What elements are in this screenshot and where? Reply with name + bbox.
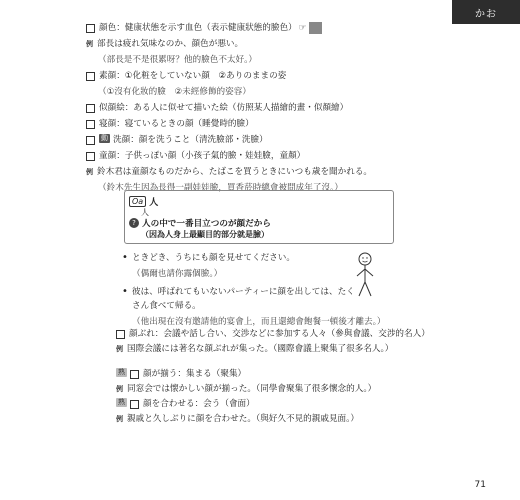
checkbox-icon — [130, 400, 139, 409]
etymology-translation: （因為人身上最顯目的部分就是臉） — [141, 230, 269, 239]
etymology-text: 人の中で一番目立つのが顔だから — [142, 219, 271, 229]
entry-list-bottom — [116, 328, 456, 428]
entry-sengan — [86, 134, 466, 146]
translation-text: （部長是不是很累呀？他的臉色不太好。） — [98, 55, 257, 65]
entry-text: 寝顔：寝ているときの顔（睡覺時的臉） — [99, 119, 254, 129]
checkbox-icon — [86, 104, 95, 113]
idiom-tag: 熟 — [118, 368, 125, 376]
usage-translation: （他出現在沒有邀請他的宴會上，而且還總會飽餐一頓後才離去。） — [132, 317, 386, 327]
entry-text: 似顔絵：ある人に似せて描いた絵（仿照某人描繪的畫・似顏繪） — [99, 103, 349, 113]
example-icon: 例 — [116, 385, 123, 393]
translation-text: （鈴木先生因為長得一副娃娃臉，買香菸時總會被問成年了沒。） — [98, 183, 343, 193]
entry-kaoiro — [86, 22, 466, 34]
usage-continuation: さん食べて帰る。 — [132, 301, 201, 311]
example-icon: 例 — [116, 415, 123, 423]
example-row — [86, 166, 466, 178]
headword: 人 — [149, 198, 159, 208]
example-text: 部長は疲れ気味なのか、顔色が悪い。 — [97, 39, 244, 49]
entry-text: 顔ぶれ：会議や話し合い、交渉などに参加する人々（參與會議、交涉的名人） — [129, 329, 430, 339]
bullet-icon: • — [122, 286, 128, 297]
section-tab: かお — [452, 0, 520, 24]
spacer — [116, 358, 456, 368]
entry-text: 顔が揃う：集まる（聚集） — [143, 369, 247, 379]
checkbox-icon — [86, 72, 95, 81]
example-icon: 例 — [86, 168, 93, 176]
entry-kaobure — [116, 328, 456, 340]
stick-figure-icon — [354, 252, 376, 298]
entry-dougan — [86, 150, 466, 162]
usage-text: 彼は、呼ばれてもいないパーティーに顔を出しては、たく — [132, 287, 355, 297]
example-row — [116, 413, 456, 425]
translation-row — [86, 86, 466, 98]
page-number: 71 — [474, 480, 486, 490]
idiom-tag: 熟 — [118, 398, 125, 406]
example-icon: 例 — [86, 40, 93, 48]
entry-text: 童顔：子供っぽい顔（小孩子氣的臉・娃娃臉，童顏） — [99, 151, 306, 161]
entry-text: 顔色：健康状態を示す血色（表示健康狀態的臉色） — [99, 23, 297, 33]
pos-tag: 動 — [101, 134, 108, 142]
checkbox-icon — [86, 152, 95, 161]
question-icon: ? — [129, 218, 139, 228]
entry-kaowoawaseru — [116, 398, 456, 410]
entry-text: 洗顔：顔を洗うこと（清洗臉部・洗臉） — [113, 135, 268, 145]
entry-nigaoe — [86, 102, 466, 114]
checkbox-icon — [130, 370, 139, 379]
ref-badge — [309, 22, 322, 34]
bullet-icon: • — [122, 252, 128, 263]
example-icon: 例 — [116, 345, 123, 353]
example-row — [116, 383, 456, 395]
checkbox-icon — [116, 330, 125, 339]
translation-text: （①沒有化妝的臉 ②未經修飾的姿容） — [98, 87, 251, 97]
checkbox-icon — [86, 136, 95, 145]
checkbox-icon — [86, 24, 95, 33]
entry-text: 顔を合わせる：会う（會面） — [143, 399, 255, 409]
etymology-line — [129, 217, 271, 229]
usage-translation: （偶爾也請你露個臉。） — [132, 269, 223, 279]
example-row — [116, 343, 456, 355]
example-row — [86, 38, 466, 50]
example-text: 親戚と久しぶりに顔を合わせた。（與好久不見的親戚見面。） — [127, 414, 360, 424]
translation-row — [86, 54, 466, 66]
etymology-box — [124, 190, 394, 244]
entry-kaogasorou — [116, 368, 456, 380]
entry-text: 素顔：①化粧をしていない顔 ②ありのままの姿 — [99, 71, 287, 81]
origin-badge: Oa — [129, 196, 146, 207]
entry-negao — [86, 118, 466, 130]
checkbox-icon — [86, 120, 95, 129]
entry-list-top — [86, 22, 466, 198]
example-text: 鈴木君は童顔なものだから、たばこを買うときにいつも歳を聞かれる。 — [97, 167, 373, 177]
usage-text: ときどき、うちにも顔を見せてください。 — [132, 253, 295, 263]
headword-reading: 人 — [141, 208, 149, 217]
example-text: 国際会議には著名な顔ぶれが集った。（國際會議上聚集了很多名人。） — [127, 344, 394, 354]
arrow-ref-icon: ☞ — [298, 23, 307, 33]
entry-sugao — [86, 70, 466, 82]
example-text: 同窓会では懐かしい顔が揃った。（同學會聚集了很多懷念的人。） — [127, 384, 377, 394]
